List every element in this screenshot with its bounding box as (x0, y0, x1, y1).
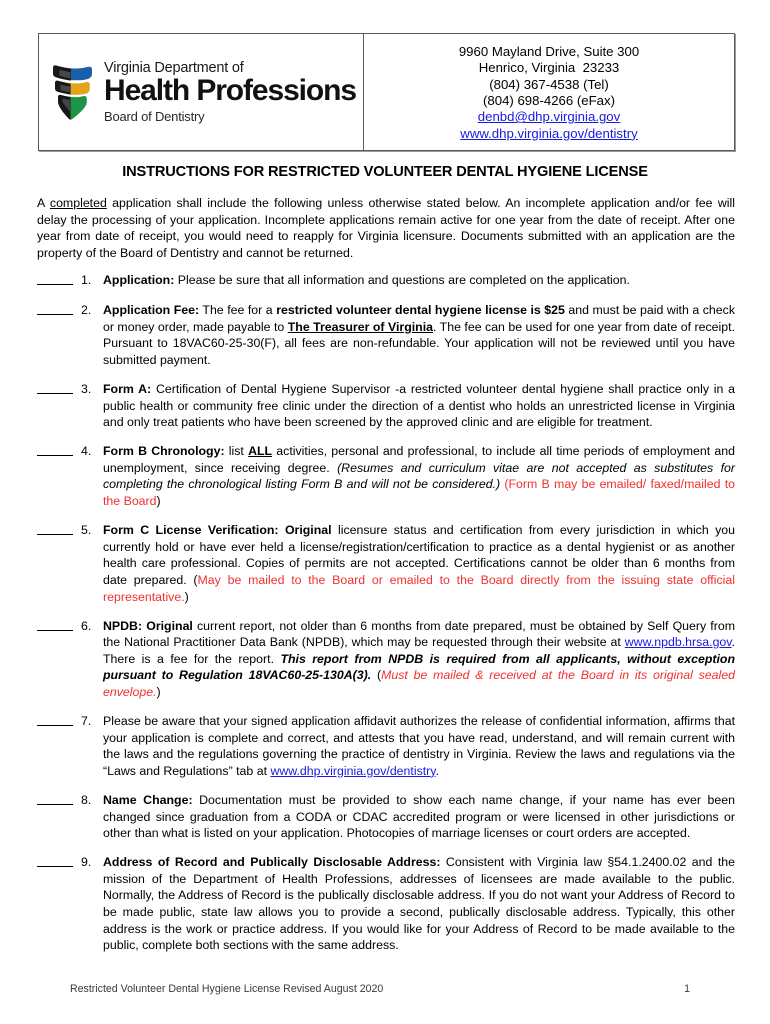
item-checkbox-blank-2[interactable] (37, 302, 81, 320)
item-number-1: 1. (81, 273, 92, 287)
list-item (37, 381, 735, 431)
item-text-9: Consistent with Virginia law §54.1.2400.02 and the mission of the Department of Health Professions, addresses of licensees are made available to the public. Normally, the Address of Record is the publically disclosable address. If you do not want your Address of Record to be made public, state law allows you to provide a second, publically disclosable address. Typically, this other address is the work or practice address. If you would like for your Address of Record to be made available to the public, complete both sections with the same address. (103, 855, 736, 953)
list-item (37, 854, 735, 954)
footer-revision-text: Restricted Volunteer Dental Hygiene License Revised August 2020 (70, 983, 384, 995)
agency-logo-text (104, 61, 356, 123)
item-body-6 (103, 618, 735, 701)
item-text-1: Please be sure that all information and questions are completed on the application. (174, 273, 630, 287)
item2-text2: and must be paid with a check or money order, made payable to (103, 303, 736, 334)
item-body-7 (103, 713, 735, 779)
intro-emphasis-completed: completed (49, 196, 107, 210)
item6-text3: . There is a fee for the report. (103, 635, 735, 666)
item-checkbox-blank-7[interactable] (37, 713, 81, 731)
item-checkbox-blank-3[interactable] (37, 381, 81, 399)
item7-text1: Please be aware that your signed application affidavit authorizes the release of confidential information, affirms that your application is complete and correct, and attests that you have read, understand, and will remain current with the laws and the regulations governing the practice of dentistry in Virginia. Review the laws and regulations via the “Laws and Regulations” tab at (103, 714, 735, 778)
item5-text2: licensure status and certification from every jurisdiction in which you currently hold or have ever held a license/registration/certification to practice as a dental hygienist or as another health care professional. Copies of permits are not accepted. Certifications cannot be older than 6 months from date prepared. ( (103, 523, 736, 587)
item-body-3 (103, 381, 735, 431)
agency-name-line1: Virginia Department of (104, 59, 244, 76)
item-checkbox-blank-9[interactable] (37, 854, 81, 872)
item4-italic-note: (Resumes and curriculum vitae are not accepted as substitutes for completing the chronological listing Form B and will not be considered.) (103, 460, 735, 492)
letterhead-logo-cell (39, 34, 364, 150)
item2-text3: . The fee can be used for one year from date of receipt. Pursuant to 18VAC60-25-30(F), all fees are non-refundable. Your application will not be reviewed until you have submitted payment. (103, 319, 736, 367)
item5-red-note: May be mailed to the Board or emailed to the Board directly from the issuing state official representative. (103, 572, 735, 604)
item-body-5 (103, 522, 735, 605)
address-street: 9960 Mayland Drive, Suite 300 (458, 44, 640, 60)
item-heading-6: NPDB: (103, 618, 143, 633)
item6-bold-original: Original (146, 618, 193, 633)
address-website-link[interactable]: www.dhp.virginia.gov/dentistry (460, 125, 638, 141)
item-checkbox-blank-5[interactable] (37, 522, 81, 540)
item4-text1: list (224, 444, 249, 459)
letterhead-table (38, 33, 735, 151)
item-heading-3: Form A: (103, 381, 152, 396)
intro-paragraph (37, 195, 735, 261)
page-title: INSTRUCTIONS FOR RESTRICTED VOLUNTEER DENTAL HYGIENE LICENSE (122, 164, 648, 180)
item-checkbox-blank-8[interactable] (37, 792, 81, 810)
item-number-5: 5. (81, 523, 92, 538)
item-number-6: 6. (81, 618, 92, 633)
item-number-3: 3. (81, 381, 92, 396)
list-item (37, 713, 735, 779)
instructions-list (37, 272, 735, 966)
item-body-9 (103, 854, 735, 954)
list-item (37, 272, 735, 290)
item-number-2: 2. (81, 303, 92, 318)
item-checkbox-blank-1[interactable] (37, 272, 81, 290)
item-body-4 (103, 443, 735, 509)
list-item (37, 792, 735, 842)
list-item (37, 302, 735, 368)
item-heading-5: Form C License Verification: (103, 523, 279, 538)
intro-text-part1: A (37, 196, 50, 210)
page-footer (70, 983, 690, 995)
list-item (37, 618, 735, 701)
item-number-7: 7. (81, 714, 92, 729)
item2-bold-fee: restricted volunteer dental hygiene license is $25 (276, 303, 565, 318)
address-city-state-zip: Henrico, Virginia 23233 (478, 60, 620, 76)
item4-red-note: (Form B may be emailed/ faxed/mailed to the Board (103, 477, 735, 509)
item6-bold-italic-requirement: This report from NPDB is required from all applicants, without exception pursuant to Regulation 18VAC60-25-130A(3). (103, 651, 735, 683)
intro-text-part2: application shall include the following unless otherwise stated below. An incomplete application and/or fee will delay the processing of your application. Incomplete applications remain active for one year from the date of receipt. After one year from date of receipt, you would need to reapply for Virginia licensure. Documents submitted with an application are the property of the Board of Dentistry and cannot be returned. (37, 196, 735, 260)
list-item (37, 522, 735, 605)
letterhead-address-cell (364, 34, 734, 150)
item6-text4: ( (371, 668, 382, 683)
item2-text1: The fee for a (199, 303, 277, 318)
footer-page-number: 1 (684, 983, 690, 995)
item-number-8: 8. (81, 792, 92, 807)
item-body-2 (103, 302, 735, 368)
list-item (37, 443, 735, 509)
dhp-dentistry-link[interactable]: www.dhp.virginia.gov/dentistry (270, 763, 436, 778)
address-efax: (804) 698-4266 (eFax) (483, 93, 615, 108)
item-number-4: 4. (81, 444, 92, 459)
item-number-9: 9. (81, 855, 92, 870)
address-telephone: (804) 367-4538 (Tel) (489, 76, 609, 92)
item7-text2: . (435, 763, 439, 778)
agency-board-name: Board of Dentistry (104, 109, 205, 125)
item5-bold-original: Original (284, 523, 332, 538)
item5-text3: ) (184, 589, 189, 604)
item6-text5: ) (156, 684, 161, 699)
item-checkbox-blank-4[interactable] (37, 443, 81, 461)
item-heading-2: Application Fee: (103, 303, 200, 318)
item-heading-9: Address of Record and Publically Disclosable Address: (103, 855, 441, 870)
agency-logo (51, 60, 356, 124)
item4-text4: ) (156, 494, 161, 509)
item-heading-1: Application: (103, 273, 175, 287)
item6-red-italic-note: Must be mailed & received at the Board in its original sealed envelope. (103, 668, 735, 699)
shield-icon (51, 62, 95, 124)
item-text-3: Certification of Dental Hygiene Supervisor -a restricted volunteer dental hygiene shall practice only in a public health or community free clinic under the direction of a dentist who holds an unrestricted license in Virginia and only treat patients who have been screened by the approved clinic and are eligible for treatment. (103, 381, 735, 430)
item-checkbox-blank-6[interactable] (37, 618, 81, 636)
item-body-8 (103, 792, 735, 842)
item-body-1 (103, 272, 735, 289)
item-heading-4: Form B Chronology: (103, 444, 225, 459)
agency-name-line2: Health Professions (104, 74, 356, 108)
item6-text2: current report, not older than 6 months from date prepared, must be obtained by Self Query from the National Practitioner Data Bank (NPDB), which may be requested through their website at (103, 618, 735, 650)
address-email-link[interactable]: denbd@dhp.virginia.gov (477, 109, 621, 125)
item4-text2: activities, personal and professional, to include all time periods of employment and unemployment, since receiving degree. (103, 444, 735, 475)
item-text-8: Documentation must be provided to show each name change, if your name has ever been changed since graduation from a CODA or CDAC accredited program or were licensed in other jurisdictions or other than what is listed on your application. Photocopies of marriage licenses or court orders are accepted. (103, 792, 735, 841)
item-heading-8: Name Change: (103, 792, 193, 807)
item2-payee: The Treasurer of Virginia (287, 319, 434, 334)
item4-all-emphasis: ALL (248, 444, 273, 459)
npdb-website-link[interactable]: www.npdb.hrsa.gov (624, 635, 732, 650)
